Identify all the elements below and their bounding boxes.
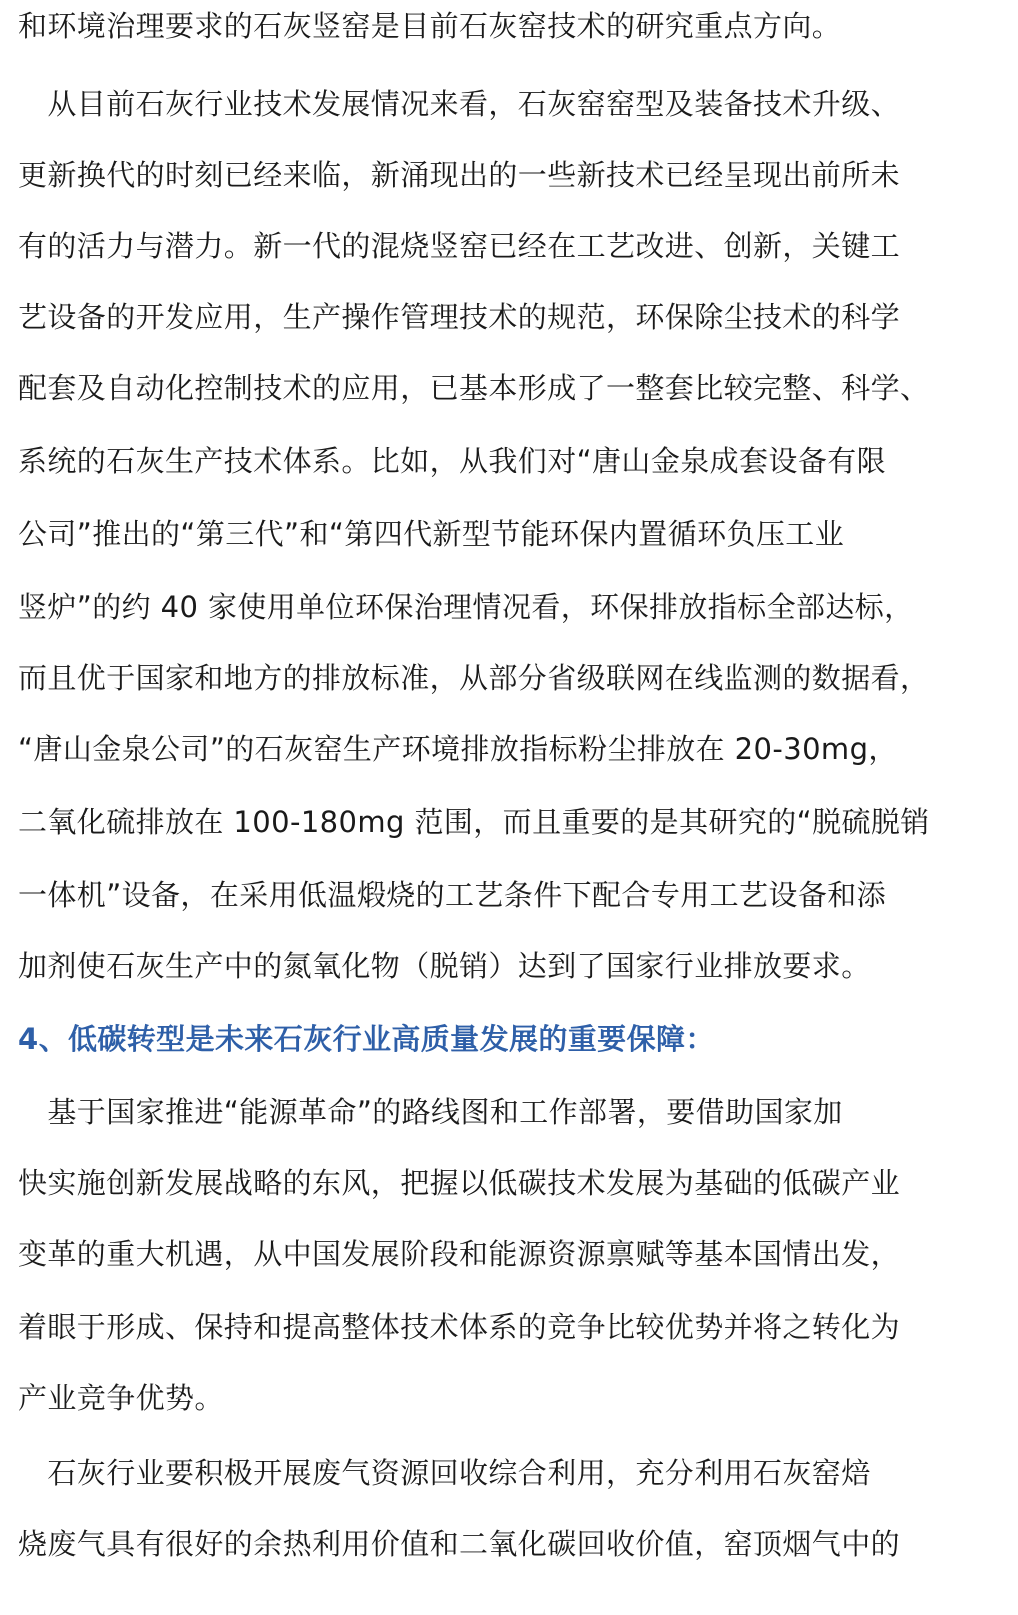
text-line: 和环境治理要求的石灰竖窑是目前石灰窑技术的研究重点方向。 (18, 9, 842, 43)
section-heading: 4、低碳转型是未来石灰行业高质量发展的重要保障： (18, 1022, 715, 1056)
text-line: 石灰行业要积极开展废气资源回收综合利用，充分利用石灰窑焙 (18, 1456, 871, 1490)
text-line: 从目前石灰行业技术发展情况来看，石灰窑窑型及装备技术升级、 (18, 87, 901, 121)
text-line: 一体机”设备，在采用低温煅烧的工艺条件下配合专用工艺设备和添 (18, 878, 887, 912)
text-line: 更新换代的时刻已经来临，新涌现出的一些新技术已经呈现出前所未 (18, 158, 901, 192)
text-line: 而且优于国家和地方的排放标准，从部分省级联网在线监测的数据看， (18, 661, 930, 695)
text-line: 竖炉”的约 40 家使用单位环保治理情况看，环保排放指标全部达标， (18, 590, 914, 624)
text-line: 有的活力与潜力。新一代的混烧竖窑已经在工艺改进、创新，关键工 (18, 229, 901, 263)
text-line: 快实施创新发展战略的东风，把握以低碳技术发展为基础的低碳产业 (18, 1166, 901, 1200)
text-line: 变革的重大机遇，从中国发展阶段和能源资源禀赋等基本国情出发， (18, 1237, 901, 1271)
text-line: 产业竞争优势。 (18, 1381, 224, 1415)
text-line: 系统的石灰生产技术体系。比如，从我们对“唐山金泉成套设备有限 (18, 444, 887, 478)
text-line: 艺设备的开发应用，生产操作管理技术的规范，环保除尘技术的科学 (18, 300, 901, 334)
text-line: 公司”推出的“第三代”和“第四代新型节能环保内置循环负压工业 (18, 517, 845, 551)
text-line: 加剂使石灰生产中的氮氧化物（脱销）达到了国家行业排放要求。 (18, 949, 871, 983)
text-line: 着眼于形成、保持和提高整体技术体系的竞争比较优势并将之转化为 (18, 1310, 901, 1344)
text-line: 烧废气具有很好的余热利用价值和二氧化碳回收价值，窑顶烟气中的 (18, 1527, 901, 1561)
text-line: 二氧化硫排放在 100-180mg 范围，而且重要的是其研究的“脱硫脱销 (18, 805, 930, 839)
text-line: 配套及自动化控制技术的应用，已基本形成了一整套比较完整、科学、 (18, 371, 930, 405)
text-line: “唐山金泉公司”的石灰窑生产环境排放指标粉尘排放在 20-30mg， (18, 732, 898, 766)
text-line: 基于国家推进“能源革命”的路线图和工作部署，要借助国家加 (18, 1095, 843, 1129)
